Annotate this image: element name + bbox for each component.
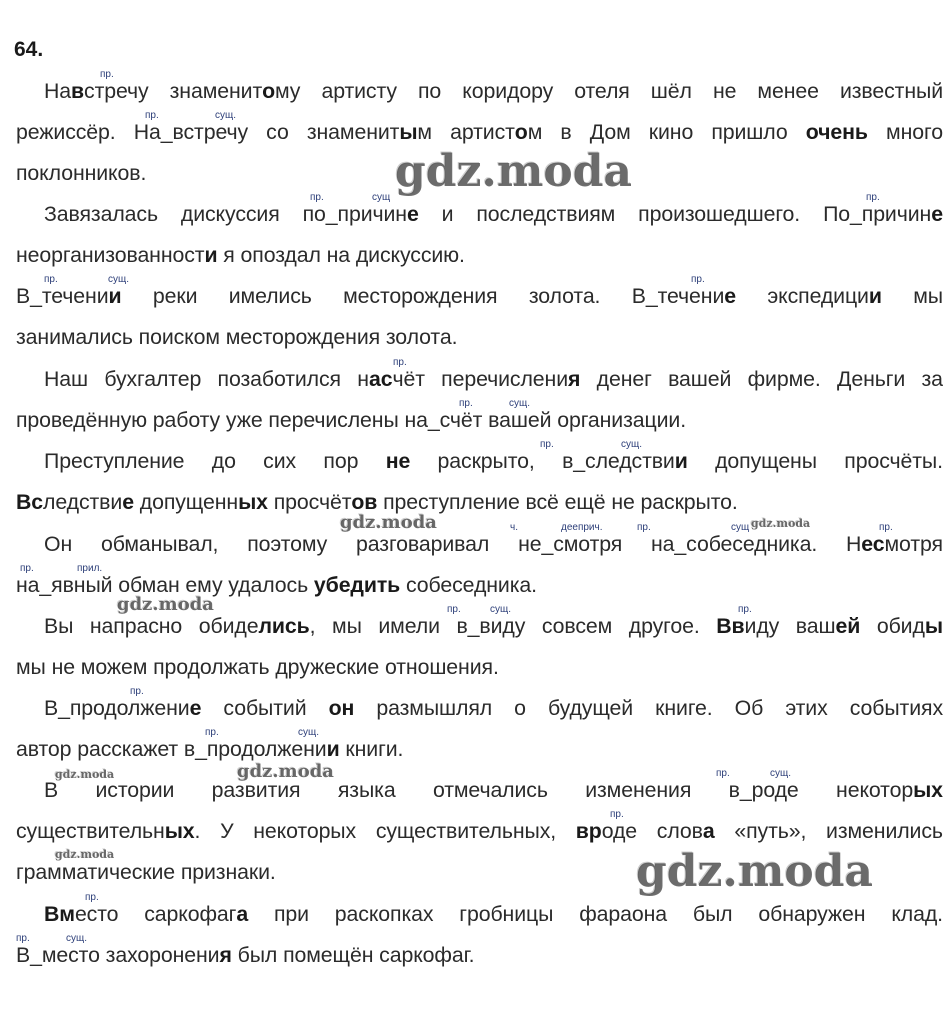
text-line: Навстречу знаменитому артисту по коридору отеля шёл не менее известный <box>44 79 943 103</box>
text-line: грамматические признаки. <box>16 860 276 884</box>
text-line: проведённую работу уже перечислены на_счёт вашей организации. <box>16 408 687 432</box>
pos-tag: пр. <box>540 439 554 450</box>
pos-tag: пр. <box>20 563 34 574</box>
pos-tag: ч. <box>510 522 518 533</box>
text-line: автор расскажет в_продолжении книги. <box>16 737 404 761</box>
text-line: Вы напрасно обиделись, мы имели в_виду совсем другое. Ввиду вашей обиды <box>44 614 943 638</box>
pos-tag: сущ. <box>298 727 320 738</box>
pos-tag: пр. <box>459 398 473 409</box>
text-line: существительных. У некоторых существительных, вроде слова «путь», изменились <box>16 819 943 843</box>
pos-tag: пр. <box>637 522 651 533</box>
pos-tag: сущ. <box>770 768 792 779</box>
text-line: В_место захоронения был помещён саркофаг. <box>16 943 475 967</box>
pos-tag: сущ. <box>108 274 130 285</box>
pos-tag: пр. <box>100 69 114 80</box>
pos-tag: пр. <box>44 274 58 285</box>
text-line: на_явный обман ему удалось убедить собеседника. <box>16 573 537 597</box>
text-line: занимались поиском месторождения золота. <box>16 325 458 349</box>
pos-tag: сущ <box>372 192 391 203</box>
pos-tag: пр. <box>145 110 159 121</box>
pos-tag: пр. <box>310 192 324 203</box>
pos-tag: сущ. <box>509 398 531 409</box>
watermark-logo: gdz.moda <box>237 761 334 782</box>
pos-tag: пр. <box>130 686 144 697</box>
text-line: мы не можем продолжать дружеские отношения. <box>16 655 499 679</box>
pos-tag: прил. <box>77 563 103 574</box>
text-line: поклонников. <box>16 161 147 185</box>
pos-tag: сущ. <box>215 110 237 121</box>
watermark-logo: gdz.moda <box>55 768 115 781</box>
text-line: режиссёр. На_встречу со знаменитым артистом в Дом кино пришло очень много <box>16 120 943 144</box>
text-line: Завязалась дискуссия по_причине и последствиям произошедшего. По_причине <box>44 202 943 226</box>
text-line: В_течении реки имелись месторождения золота. В_течение экспедиции мы <box>16 284 943 308</box>
pos-tag: пр. <box>716 768 730 779</box>
text-line: Преступление до сих пор не раскрыто, в_следствии допущены просчёты. <box>44 449 943 473</box>
watermark-logo: gdz.moda <box>117 594 214 615</box>
pos-tag: сущ. <box>66 933 88 944</box>
pos-tag: пр. <box>610 809 624 820</box>
pos-tag: пр. <box>85 892 99 903</box>
text-line: Вместо саркофага при раскопках гробницы фараона был обнаружен клад. <box>44 902 943 926</box>
pos-tag: пр. <box>879 522 893 533</box>
pos-tag: пр. <box>866 192 880 203</box>
pos-tag: дееприч. <box>561 522 603 533</box>
text-line: Он обманывал, поэтому разговаривал не_смотря на_собеседника. Несмотря <box>44 532 943 556</box>
watermark-logo: gdz.moda <box>340 512 437 533</box>
pos-tag: пр. <box>205 727 219 738</box>
text-line: В_продолжение событий он размышлял о будущей книге. Об этих событиях <box>44 696 943 720</box>
text-line: Вследствие допущенных просчётов преступление всё ещё не раскрыто. <box>16 490 738 514</box>
watermark-logo: gdz.moda <box>55 848 115 861</box>
pos-tag: сущ. <box>490 604 512 615</box>
watermark-logo: gdz.moda <box>395 146 633 197</box>
pos-tag: пр. <box>691 274 705 285</box>
exercise-number: 64. <box>14 38 44 61</box>
watermark-logo: gdz.moda <box>751 517 811 530</box>
pos-tag: пр. <box>16 933 30 944</box>
pos-tag: сущ <box>731 522 750 533</box>
pos-tag: пр. <box>738 604 752 615</box>
text-line: неорганизованности я опоздал на дискуссию. <box>16 243 465 267</box>
watermark-logo: gdz.moda <box>636 846 874 897</box>
pos-tag: пр. <box>393 357 407 368</box>
text-line: Наш бухгалтер позаботился насчёт перечисления денег вашей фирме. Деньги за <box>44 367 943 391</box>
pos-tag: сущ. <box>621 439 643 450</box>
pos-tag: пр. <box>447 604 461 615</box>
text-line: В истории развития языка отмечались изменения в_роде некоторых <box>44 778 943 802</box>
